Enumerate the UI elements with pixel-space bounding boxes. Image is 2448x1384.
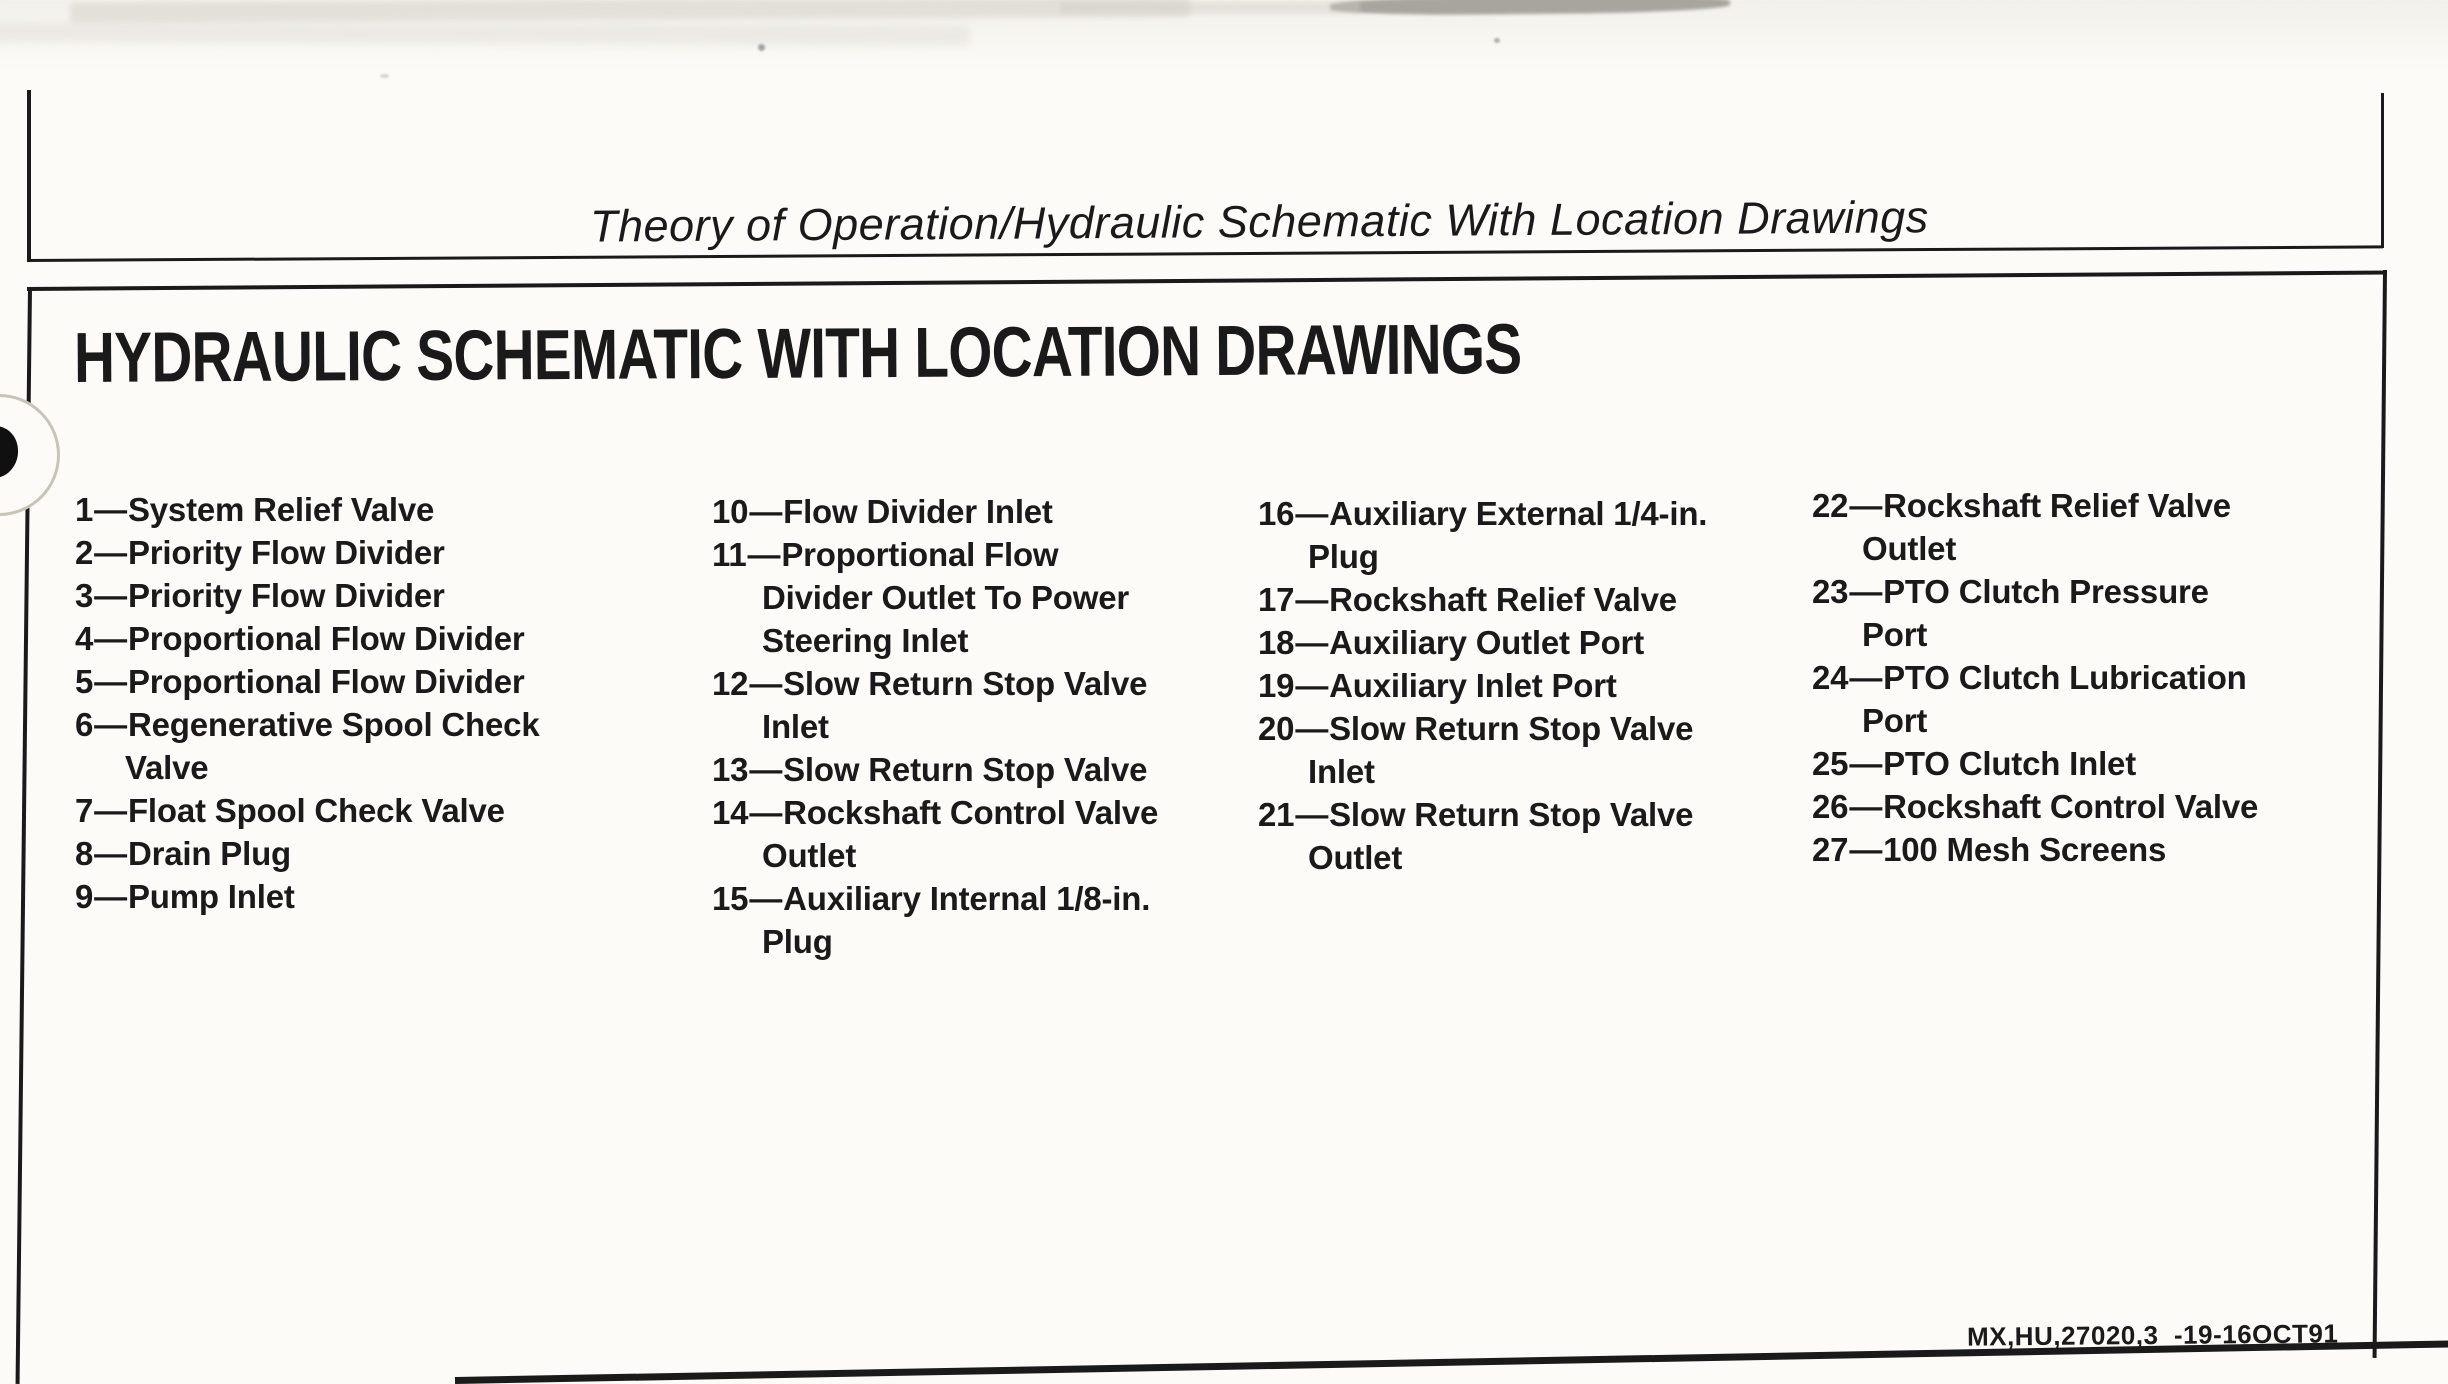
legend-column-4 xyxy=(1812,484,2372,871)
legend-item-dash: — xyxy=(1849,487,1883,524)
legend-item xyxy=(75,789,635,832)
legend-item xyxy=(75,875,635,918)
legend-item-dash: — xyxy=(1295,581,1329,618)
legend-item xyxy=(712,662,1272,748)
legend-item xyxy=(75,660,635,703)
legend-item-label: Rockshaft Relief Valve xyxy=(1329,581,1677,618)
legend-item-first-line xyxy=(75,617,635,660)
legend-item xyxy=(1812,742,2372,785)
legend-item-dash: — xyxy=(94,706,127,743)
legend-item-first-line xyxy=(1812,785,2372,828)
legend-item-label: Proportional Flow Divider xyxy=(127,620,525,657)
legend-item-number: 10 xyxy=(712,493,749,530)
legend-item-number: 15 xyxy=(712,880,749,917)
legend-item xyxy=(1258,664,1818,707)
legend-item-number: 8 xyxy=(75,835,94,872)
legend-item-label: Priority Flow Divider xyxy=(127,577,445,614)
legend-item-label: Auxiliary External 1/4-in. xyxy=(1329,495,1708,532)
legend-item-label: PTO Clutch Inlet xyxy=(1883,745,2136,782)
legend-item-number: 7 xyxy=(75,792,94,829)
legend-item-number: 23 xyxy=(1812,573,1849,610)
legend-item-wrap-line: Outlet xyxy=(1308,839,1403,876)
legend-item xyxy=(75,617,635,660)
legend-item-number: 4 xyxy=(75,620,94,657)
legend-item-dash: — xyxy=(747,536,781,573)
legend-item-first-line xyxy=(1258,578,1818,621)
legend-item-first-line xyxy=(712,877,1272,920)
legend-item-first-line xyxy=(712,662,1272,705)
legend-item-wrap-line: Divider Outlet To Power xyxy=(762,579,1130,616)
legend-item-number: 25 xyxy=(1812,745,1849,782)
legend-item-dash: — xyxy=(1849,831,1883,868)
legend-item-first-line xyxy=(75,531,635,574)
legend-item xyxy=(1258,707,1818,793)
legend-item xyxy=(712,791,1272,877)
legend-item-dash: — xyxy=(94,792,127,829)
legend-item-number: 19 xyxy=(1258,667,1295,704)
legend-item-first-line xyxy=(75,574,635,617)
legend-item-label: Pump Inlet xyxy=(127,878,295,915)
legend-item-number: 27 xyxy=(1812,831,1849,868)
legend-item-dash: — xyxy=(94,835,127,872)
legend-item xyxy=(1258,793,1818,879)
legend-item-wrap-line: Plug xyxy=(762,923,833,960)
legend-item-dash: — xyxy=(749,880,783,917)
legend-item-first-line xyxy=(712,748,1272,791)
legend-item-label: System Relief Valve xyxy=(127,491,435,528)
legend-item-number: 22 xyxy=(1812,487,1849,524)
legend-item-dash: — xyxy=(1295,495,1329,532)
legend-item xyxy=(1812,656,2372,742)
legend-item-wrap-line: Outlet xyxy=(762,837,857,874)
legend-item-wrap-line: Port xyxy=(1862,702,1928,739)
legend-item-first-line xyxy=(712,490,1272,533)
legend-item-label: PTO Clutch Pressure xyxy=(1883,573,2209,610)
legend-item-label: Proportional Flow Divider xyxy=(127,663,525,700)
legend-item-dash: — xyxy=(1295,796,1329,833)
legend-item-label: Rockshaft Control Valve xyxy=(1883,788,2259,825)
legend-item xyxy=(1812,785,2372,828)
legend-item-label: Slow Return Stop Valve xyxy=(1329,710,1694,747)
legend-item-first-line xyxy=(1258,793,1818,836)
legend-item-number: 24 xyxy=(1812,659,1849,696)
legend-item-dash: — xyxy=(749,794,783,831)
legend-item xyxy=(75,832,635,875)
legend-item-label: Drain Plug xyxy=(127,835,291,872)
legend-item xyxy=(1258,492,1818,578)
legend-item-dash: — xyxy=(1295,624,1329,661)
legend-item-first-line xyxy=(1258,621,1818,664)
legend-item xyxy=(75,488,635,531)
legend-item-number: 14 xyxy=(712,794,749,831)
legend-item-wrap-line: Valve xyxy=(125,749,209,786)
legend-item-number: 5 xyxy=(75,663,94,700)
legend-item-dash: — xyxy=(94,491,127,528)
legend-item-first-line xyxy=(712,533,1272,576)
legend-item-number: 13 xyxy=(712,751,749,788)
legend-item-wrap-line: Outlet xyxy=(1862,530,1957,567)
legend-item-dash: — xyxy=(1849,573,1883,610)
legend-column-1 xyxy=(75,488,635,918)
legend-item-number: 2 xyxy=(75,534,94,571)
document-code: MX,HU,27020,3 -19-16OCT91 xyxy=(1966,1318,2339,1352)
legend-item-label: 100 Mesh Screens xyxy=(1883,831,2167,868)
legend-item-first-line xyxy=(75,832,635,875)
legend-item-number: 1 xyxy=(75,491,94,528)
legend-item-number: 3 xyxy=(75,577,94,614)
legend-item-number: 11 xyxy=(712,536,747,573)
legend-item xyxy=(712,490,1272,533)
legend-item-label: Float Spool Check Valve xyxy=(127,792,505,829)
legend-item-first-line xyxy=(1812,656,2372,699)
legend-item-first-line xyxy=(75,488,635,531)
legend-item-dash: — xyxy=(94,534,127,571)
legend-item xyxy=(75,531,635,574)
legend-item-first-line xyxy=(1258,707,1818,750)
legend-item-dash: — xyxy=(1849,745,1883,782)
legend-item-first-line xyxy=(712,791,1272,834)
legend-item-label: Auxiliary Internal 1/8-in. xyxy=(783,880,1151,917)
legend-item-dash: — xyxy=(94,663,127,700)
running-header-title: Theory of Operation/Hydraulic Schematic With Location Drawings xyxy=(589,191,1929,252)
legend-item-wrap-line: Port xyxy=(1862,616,1928,653)
legend-item-dash: — xyxy=(1295,710,1329,747)
legend-item-label: Rockshaft Control Valve xyxy=(783,794,1159,831)
legend-item-number: 12 xyxy=(712,665,749,702)
legend-item xyxy=(712,748,1272,791)
legend-item-number: 9 xyxy=(75,878,94,915)
legend-item-dash: — xyxy=(749,665,783,702)
legend-item-first-line xyxy=(1812,484,2372,527)
legend-item xyxy=(1258,621,1818,664)
legend-item-dash: — xyxy=(1295,667,1329,704)
legend-item-number: 26 xyxy=(1812,788,1849,825)
legend-item-label: Regenerative Spool Check xyxy=(127,706,540,743)
legend-item-number: 21 xyxy=(1258,796,1295,833)
legend-item-label: Slow Return Stop Valve xyxy=(1329,796,1694,833)
legend-item-number: 16 xyxy=(1258,495,1295,532)
legend-item-dash: — xyxy=(1849,788,1883,825)
legend-item-first-line xyxy=(75,789,635,832)
legend-item-label: Proportional Flow xyxy=(781,536,1059,573)
legend-item-wrap-line: Inlet xyxy=(1308,753,1375,790)
legend-item-label: Rockshaft Relief Valve xyxy=(1883,487,2231,524)
legend-item-first-line xyxy=(1258,492,1818,535)
legend-item xyxy=(1812,570,2372,656)
legend-item-number: 18 xyxy=(1258,624,1295,661)
legend-item xyxy=(1812,828,2372,871)
legend-item xyxy=(1812,484,2372,570)
legend-item-dash: — xyxy=(94,577,127,614)
legend-item-dash: — xyxy=(94,620,127,657)
legend-item-dash: — xyxy=(749,751,783,788)
legend-item-first-line xyxy=(1812,742,2372,785)
legend-item-label: Auxiliary Outlet Port xyxy=(1329,624,1644,661)
legend-item-first-line xyxy=(75,703,635,746)
legend-item-dash: — xyxy=(749,493,783,530)
legend-item xyxy=(712,533,1272,662)
legend-item-dash: — xyxy=(94,878,127,915)
legend-column-3 xyxy=(1258,492,1818,879)
legend-item-label: Auxiliary Inlet Port xyxy=(1329,667,1617,704)
legend-item xyxy=(1258,578,1818,621)
legend-item-number: 17 xyxy=(1258,581,1295,618)
legend-item-number: 6 xyxy=(75,706,94,743)
legend-item-dash: — xyxy=(1849,659,1883,696)
legend-item-first-line xyxy=(1258,664,1818,707)
legend-item-first-line xyxy=(1812,570,2372,613)
legend-item-label: Flow Divider Inlet xyxy=(783,493,1053,530)
legend-item-label: PTO Clutch Lubrication xyxy=(1883,659,2247,696)
legend-item-label: Slow Return Stop Valve xyxy=(783,751,1148,788)
legend-column-2 xyxy=(712,490,1272,963)
legend-item xyxy=(75,574,635,617)
legend-item xyxy=(75,703,635,789)
section-heading: HYDRAULIC SCHEMATIC WITH LOCATION DRAWINGS xyxy=(73,310,1522,398)
legend-item-label: Slow Return Stop Valve xyxy=(783,665,1148,702)
legend-item-wrap-line: Inlet xyxy=(762,708,829,745)
legend-item-label: Priority Flow Divider xyxy=(127,534,445,571)
legend-item-number: 20 xyxy=(1258,710,1295,747)
legend-item-first-line xyxy=(1812,828,2372,871)
legend-item-wrap-line: Plug xyxy=(1308,538,1379,575)
legend-item-first-line xyxy=(75,660,635,703)
legend-item-wrap-line: Steering Inlet xyxy=(762,622,969,659)
legend-item xyxy=(712,877,1272,963)
legend-item-first-line xyxy=(75,875,635,918)
